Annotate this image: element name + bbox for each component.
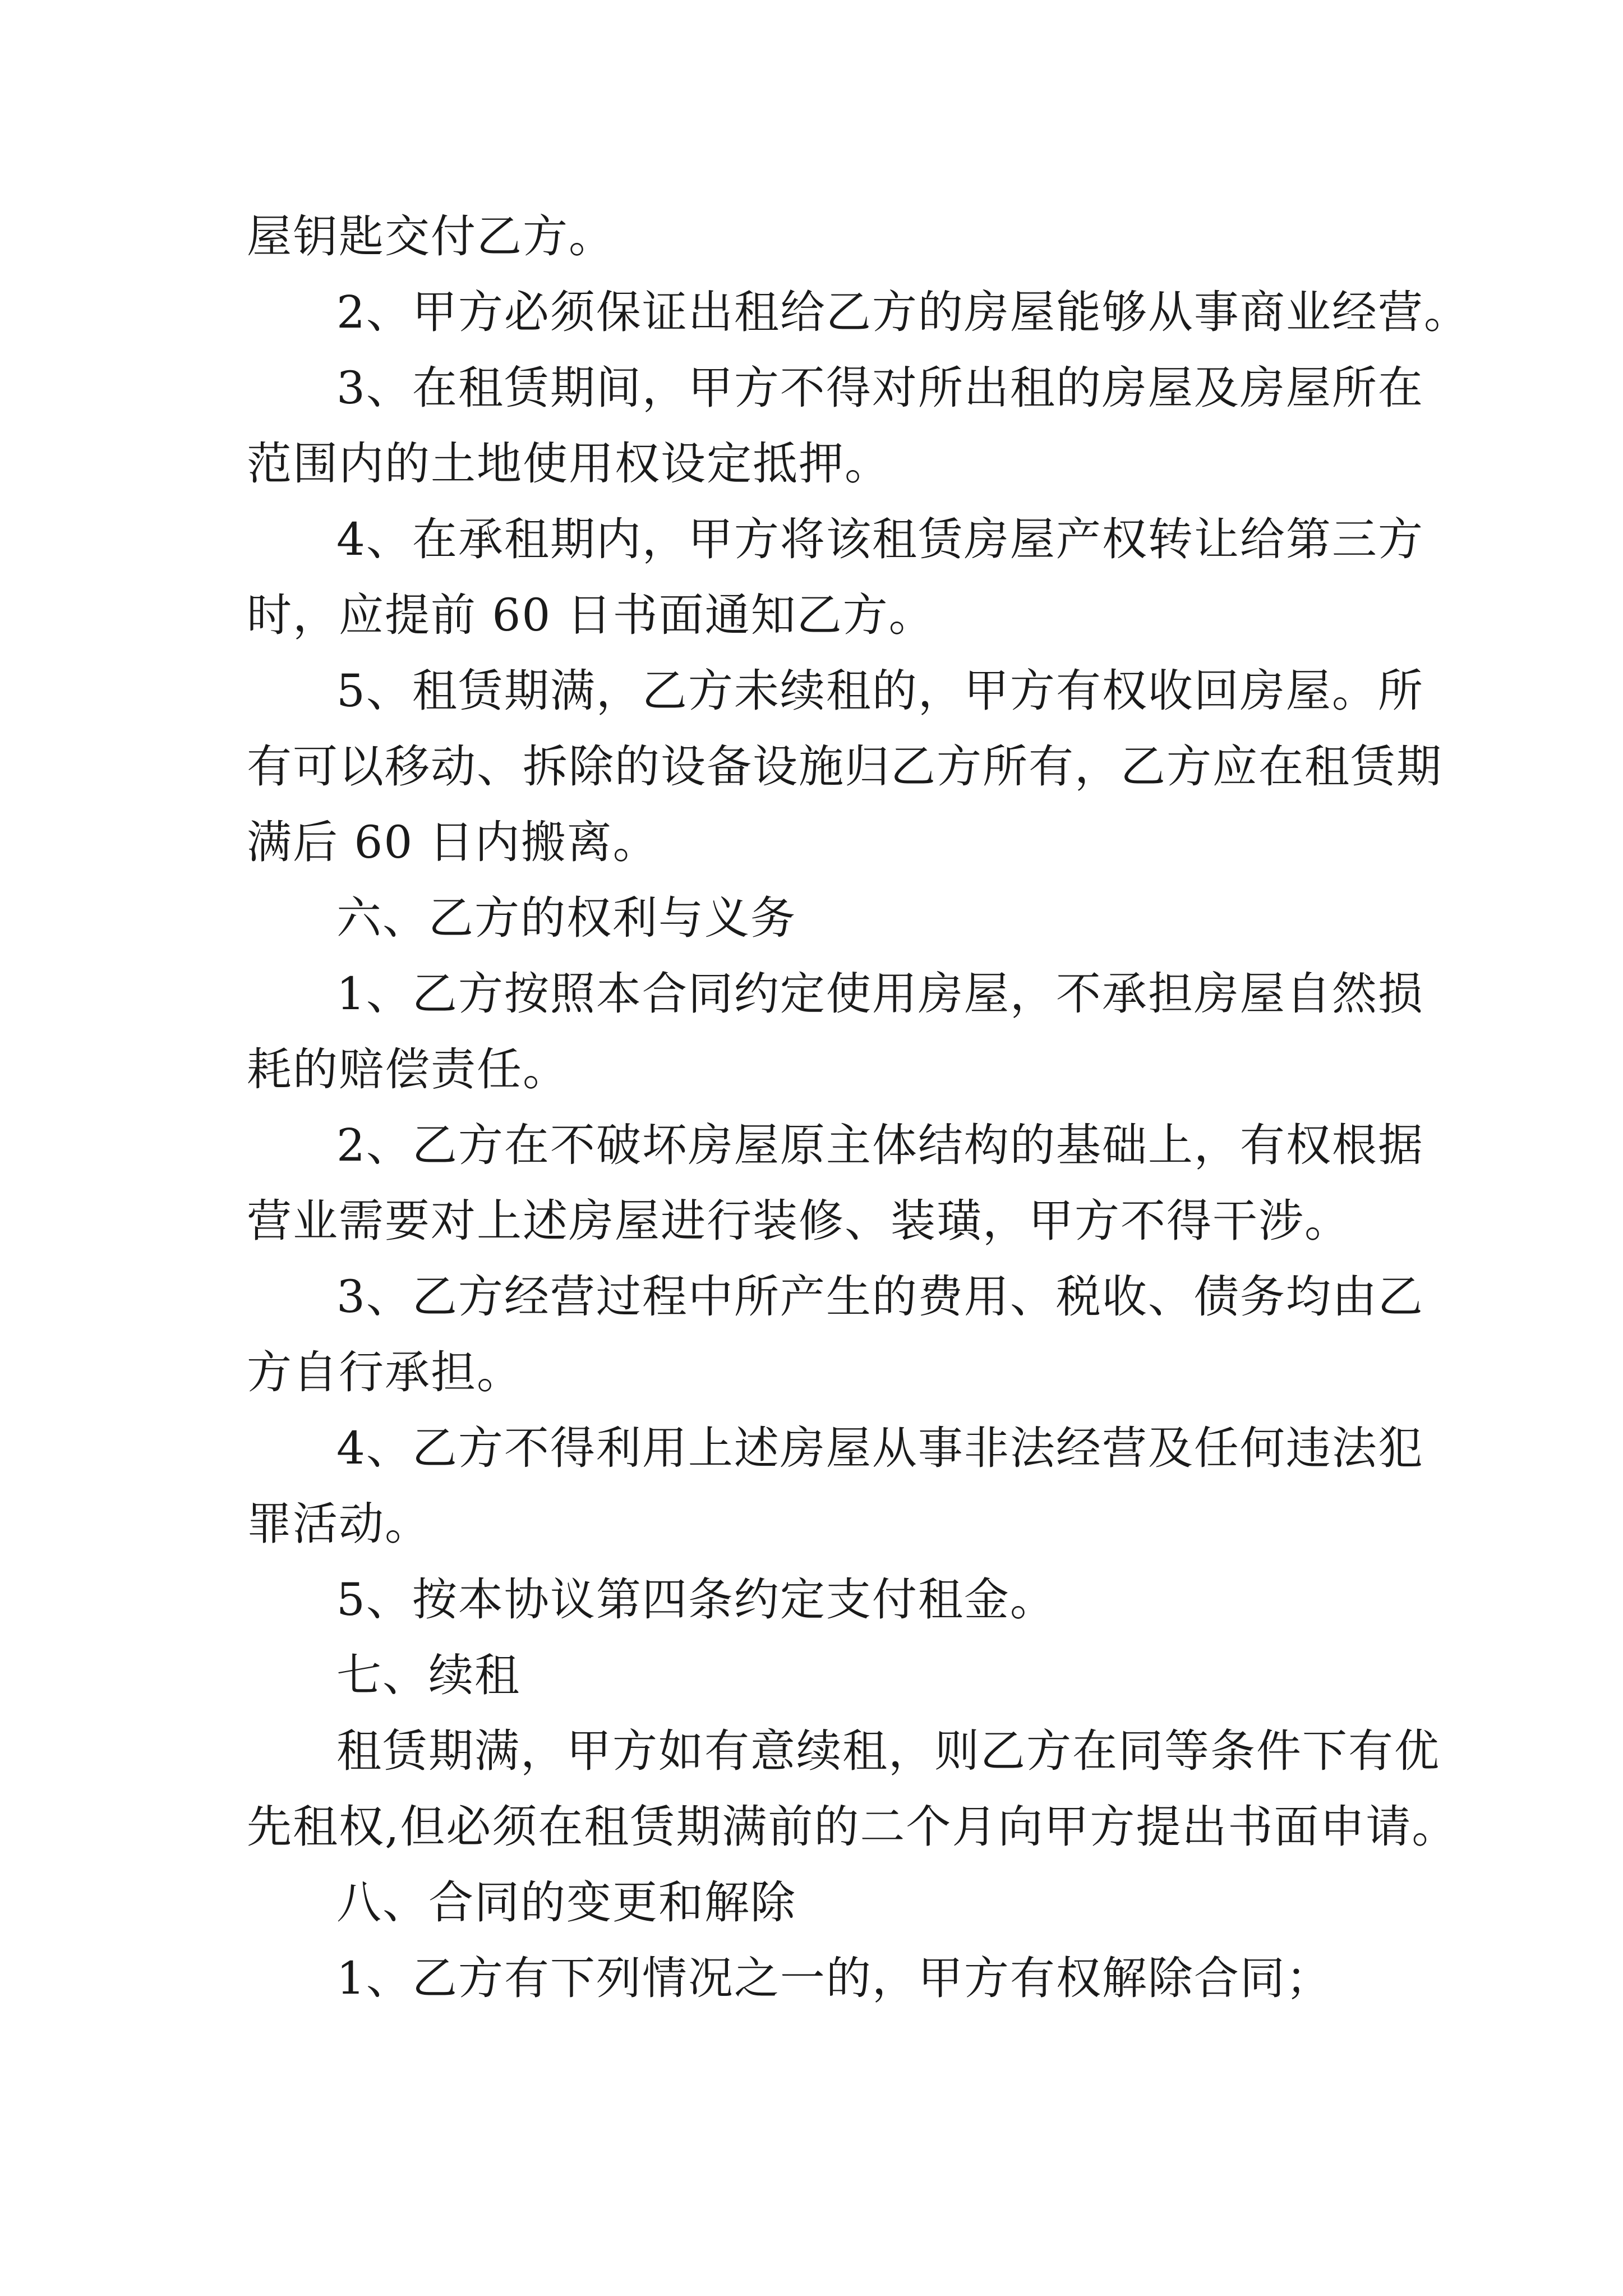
text-line: 罪活动。 bbox=[247, 1498, 431, 1550]
section-heading: 七、续租 bbox=[336, 1649, 520, 1701]
text-line: 耗的赔偿责任。 bbox=[247, 1043, 569, 1096]
text-line: 屋钥匙交付乙方。 bbox=[247, 210, 615, 263]
text-line: 2、乙方在不破坏房屋原主体结构的基础上，有权根据 bbox=[336, 1119, 1424, 1171]
text-line: 1、乙方有下列情况之一的，甲方有权解除合同； bbox=[336, 1952, 1332, 2004]
text-line: 租赁期满，甲方如有意续租，则乙方在同等条件下有优 bbox=[336, 1725, 1440, 1777]
text-line: 满后 60 日内搬离。 bbox=[247, 816, 659, 868]
text-line: 4、乙方不得利用上述房屋从事非法经营及任何违法犯 bbox=[336, 1422, 1424, 1474]
text-line: 营业需要对上述房屋进行装修、装璜，甲方不得干涉。 bbox=[247, 1195, 1350, 1247]
text-line: 时，应提前 60 日书面通知乙方。 bbox=[247, 589, 935, 641]
text-line: 2、甲方必须保证出租给乙方的房屋能够从事商业经营。 bbox=[336, 286, 1470, 338]
section-heading: 六、乙方的权利与义务 bbox=[336, 892, 796, 944]
text-line: 3、在租赁期间，甲方不得对所出租的房屋及房屋所在 bbox=[336, 362, 1424, 414]
text-line: 有可以移动、拆除的设备设施归乙方所有，乙方应在租赁期 bbox=[247, 740, 1442, 793]
text-line: 5、租赁期满，乙方未续租的，甲方有权收回房屋。所 bbox=[336, 665, 1424, 717]
section-heading: 八、合同的变更和解除 bbox=[336, 1876, 796, 1929]
text-line: 先租权,但必须在租赁期满前的二个月向甲方提出书面申请。 bbox=[247, 1801, 1458, 1853]
text-line: 1、乙方按照本合同约定使用房屋，不承担房屋自然损 bbox=[336, 968, 1424, 1020]
text-line: 方自行承担。 bbox=[247, 1346, 523, 1398]
text-line: 5、按本协议第四条约定支付租金。 bbox=[336, 1573, 1056, 1626]
text-line: 4、在承租期内，甲方将该租赁房屋产权转让给第三方 bbox=[336, 513, 1424, 565]
text-line: 范围内的土地使用权设定抵押。 bbox=[247, 438, 891, 490]
text-line: 3、乙方经营过程中所产生的费用、税收、债务均由乙 bbox=[336, 1271, 1424, 1323]
